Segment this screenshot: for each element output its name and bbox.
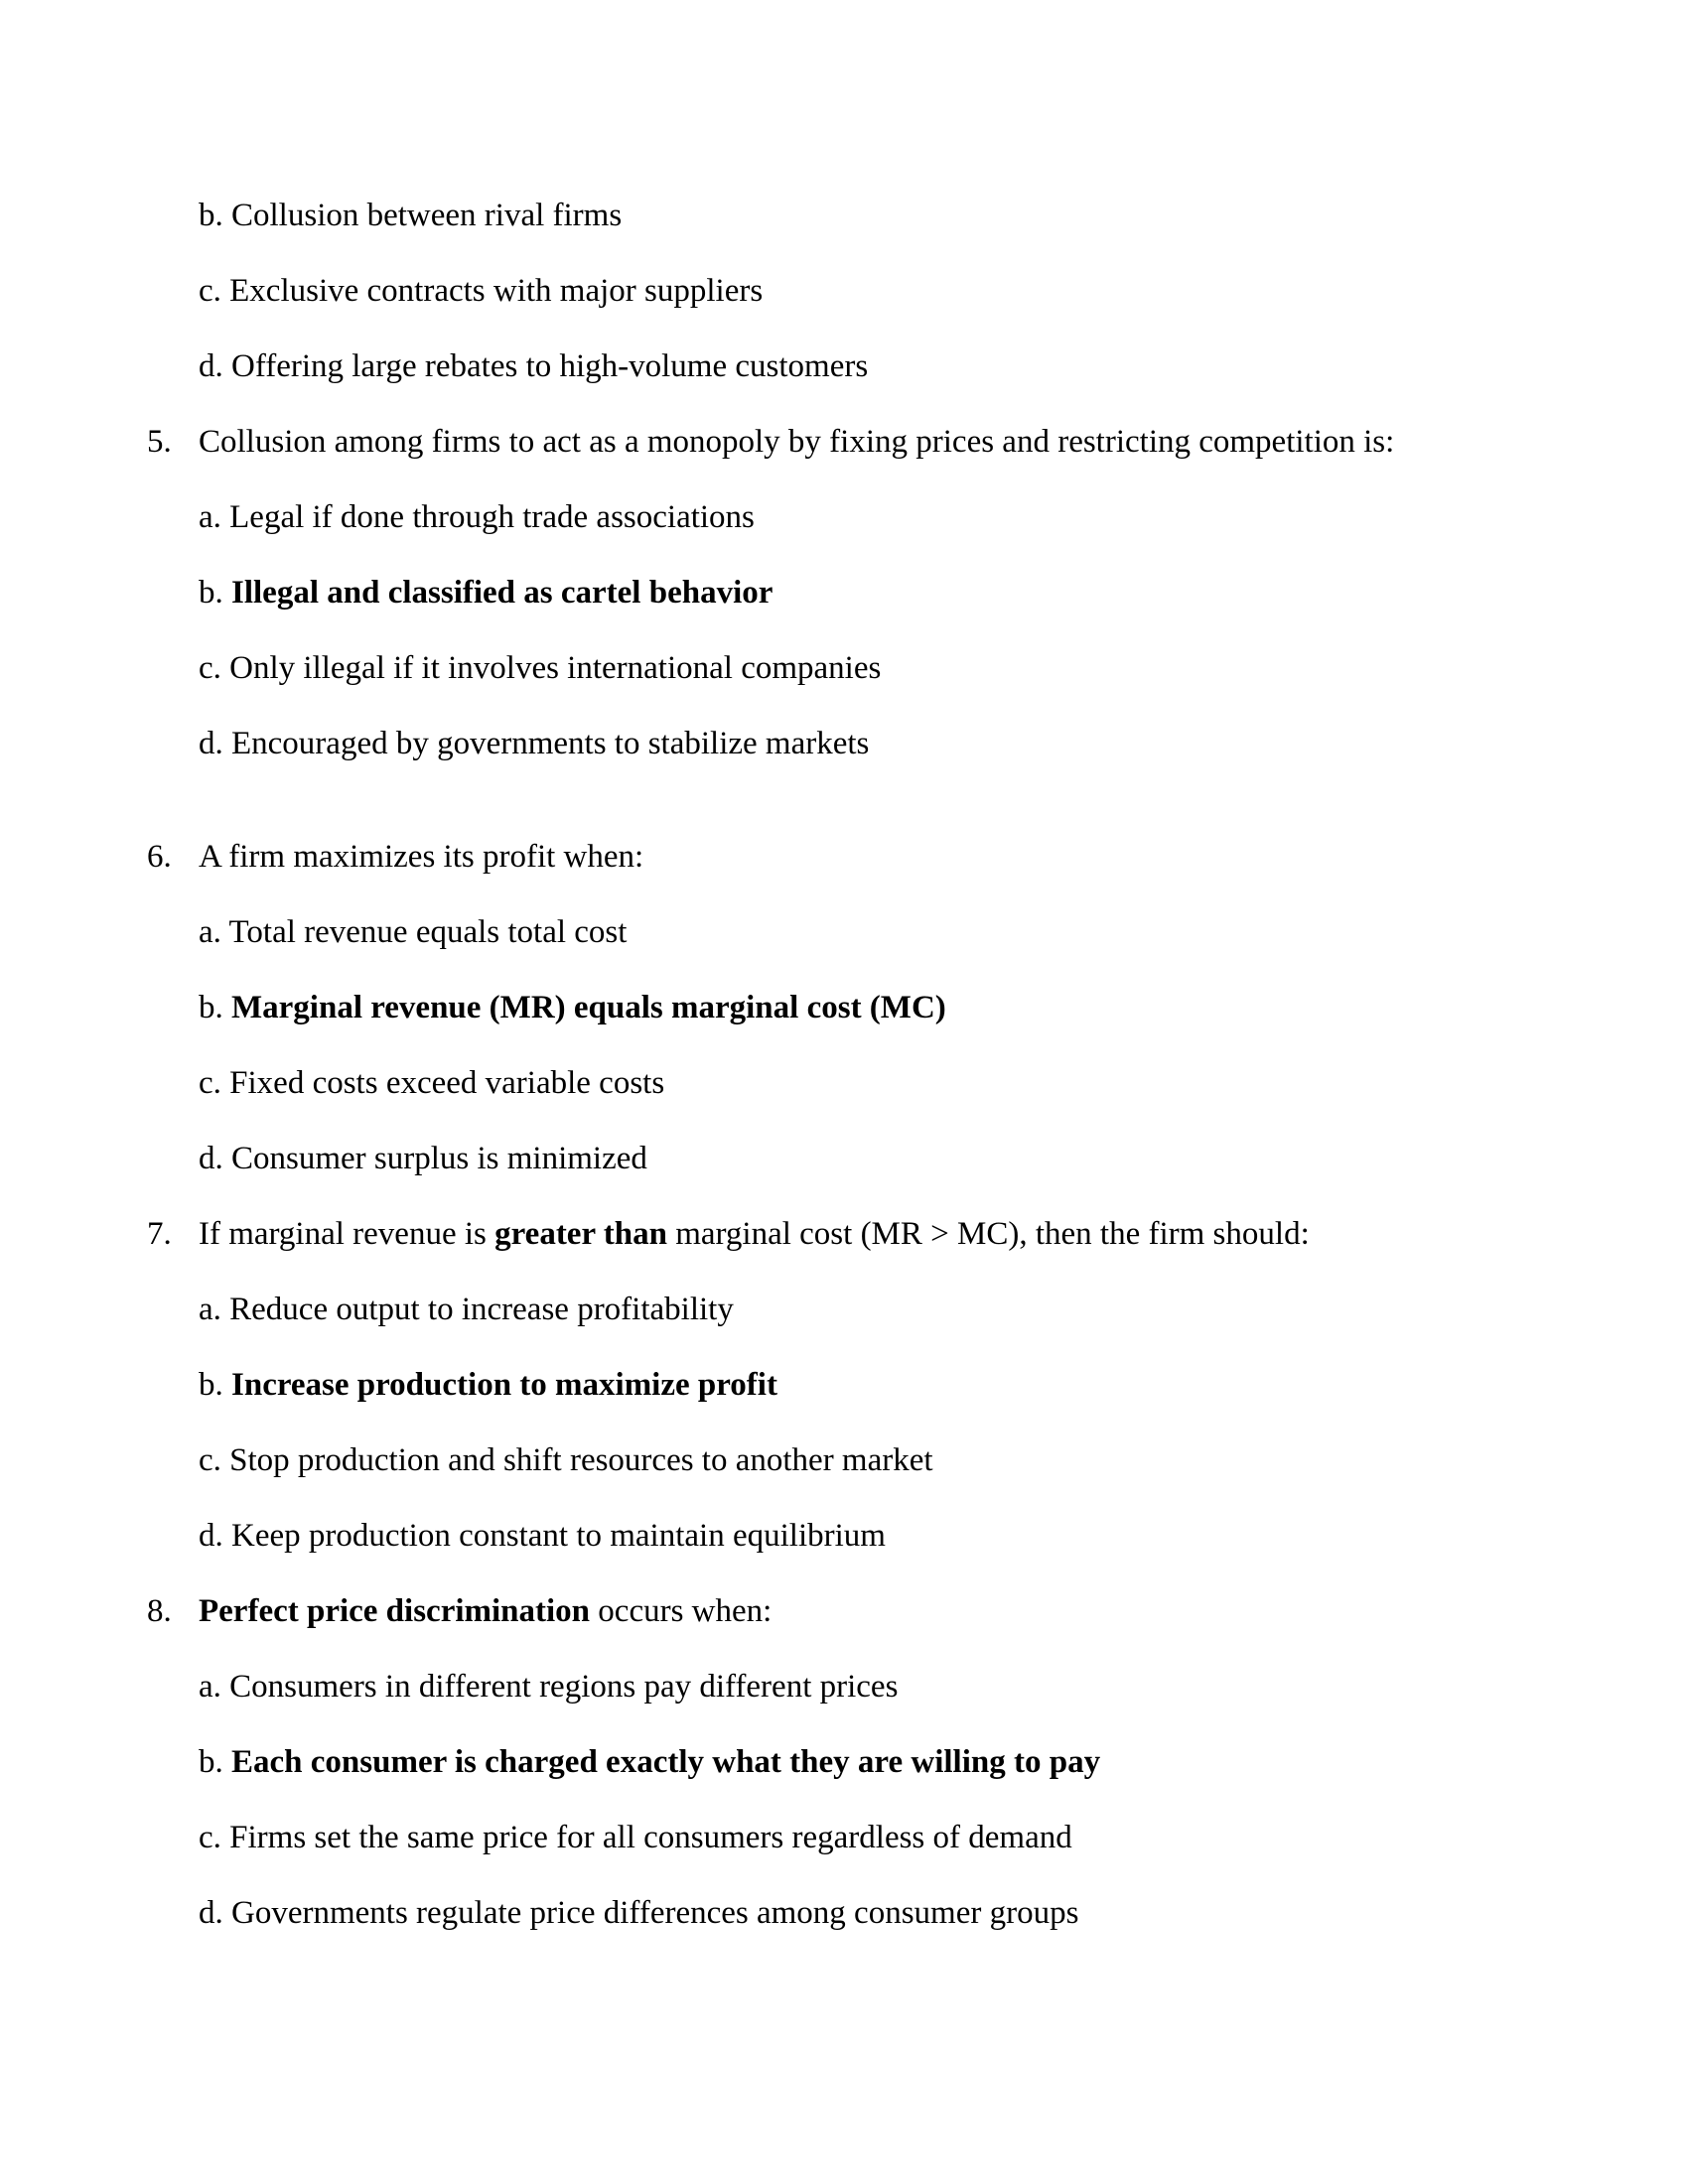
q7-option-a: a. Reduce output to increase profitability [199, 1292, 734, 1327]
q7-option-b-answer: Increase production to maximize profit [231, 1367, 777, 1403]
q5-option-b [199, 573, 773, 613]
q5-option-c: c. Only illegal if it involves international companies [199, 650, 882, 686]
q6-option-a: a. Total revenue equals total cost [199, 914, 628, 950]
q6-option-b-prefix: b. [199, 990, 223, 1025]
q5-stem: Collusion among firms to act as a monopoly by fixing prices and restricting competition is: [199, 424, 1395, 460]
q6-option-d: d. Consumer surplus is minimized [199, 1141, 647, 1176]
q7-stem [199, 1214, 1310, 1254]
q5-option-d: d. Encouraged by governments to stabilize markets [199, 726, 870, 761]
q8-option-d: d. Governments regulate price differences among consumer groups [199, 1895, 1079, 1931]
q7-option-b [199, 1365, 777, 1405]
q6-stem: A firm maximizes its profit when: [199, 839, 644, 875]
q8-number: 8. [147, 1593, 172, 1629]
q7-option-c: c. Stop production and shift resources to another market [199, 1442, 933, 1478]
q6-option-b [199, 988, 946, 1027]
q4-option-b: b. Collusion between rival firms [199, 198, 623, 233]
q8-option-b-answer: Each consumer is charged exactly what they are willing to pay [231, 1744, 1101, 1780]
q5-option-a: a. Legal if done through trade associations [199, 499, 755, 535]
q7-option-d: d. Keep production constant to maintain equilibrium [199, 1518, 886, 1554]
q8-stem-post: occurs when: [598, 1593, 773, 1629]
q7-option-b-prefix: b. [199, 1367, 223, 1403]
q7-number: 7. [147, 1216, 172, 1252]
q8-stem-bold: Perfect price discrimination [199, 1593, 591, 1629]
q5-option-b-answer: Illegal and classified as cartel behavior [231, 575, 774, 611]
q7-stem-pre: If marginal revenue is [199, 1216, 487, 1252]
q8-option-b-prefix: b. [199, 1744, 223, 1780]
q5-option-b-prefix: b. [199, 575, 223, 611]
q7-stem-bold: greater than [494, 1216, 667, 1252]
q6-option-c: c. Fixed costs exceed variable costs [199, 1065, 665, 1101]
q8-stem [199, 1591, 772, 1631]
q4-option-c: c. Exclusive contracts with major suppliers [199, 273, 764, 309]
q5-number: 5. [147, 424, 172, 460]
q8-option-c: c. Firms set the same price for all consumers regardless of demand [199, 1820, 1072, 1855]
q4-option-d: d. Offering large rebates to high-volume customers [199, 348, 869, 384]
q6-number: 6. [147, 839, 172, 875]
q8-option-b [199, 1742, 1100, 1782]
q6-option-b-answer: Marginal revenue (MR) equals marginal cost (MC) [231, 990, 946, 1025]
q8-option-a: a. Consumers in different regions pay different prices [199, 1669, 899, 1705]
q7-stem-post: marginal cost (MR > MC), then the firm should: [675, 1216, 1310, 1252]
